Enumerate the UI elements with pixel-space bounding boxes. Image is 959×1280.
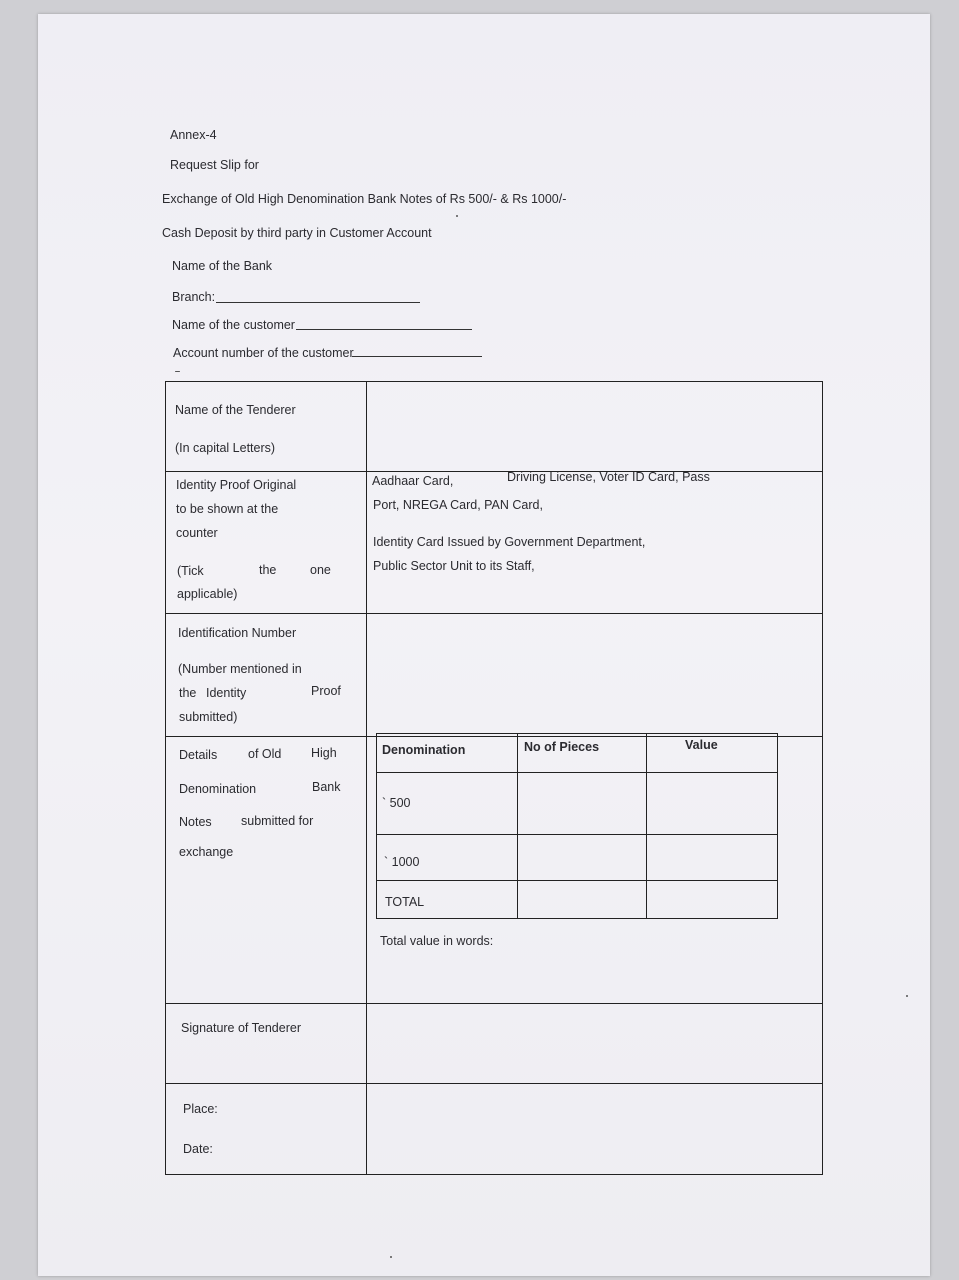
proof-word: Proof [311, 684, 341, 698]
id-option-passport[interactable]: Port, NREGA Card, PAN Card, [373, 498, 543, 512]
denomination-row-divider [376, 834, 778, 835]
customer-name-label: Name of the customer [172, 318, 295, 332]
place-label: Place: [183, 1102, 218, 1116]
bank-word: Bank [312, 780, 341, 794]
row-divider [165, 1083, 823, 1084]
denomination-word: Denomination [179, 782, 257, 796]
of-old-word: of Old [248, 747, 282, 761]
identification-number-note: (Number mentioned in [178, 662, 302, 676]
row-divider [165, 1003, 823, 1004]
applicable-word: applicable) [177, 587, 238, 601]
paper-speck [456, 215, 458, 217]
date-label: Date: [183, 1142, 213, 1156]
pieces-total-field[interactable] [519, 882, 645, 918]
cash-deposit-title: Cash Deposit by third party in Customer Account [162, 226, 432, 240]
annex-label: Annex-4 [170, 128, 217, 142]
row-divider [165, 471, 823, 472]
pieces-1000-field[interactable] [519, 836, 645, 879]
id-option-psu[interactable]: Public Sector Unit to its Staff, [373, 559, 535, 573]
account-number-label: Account number of the customer [173, 346, 354, 360]
request-slip-page [38, 14, 930, 1276]
identification-number-label: Identification Number [178, 626, 297, 640]
request-slip-title: Request Slip for [170, 158, 259, 172]
submitted-for-word: submitted for [241, 814, 314, 828]
tenderer-name-label: Name of the Tenderer [175, 403, 296, 417]
branch-line[interactable] [216, 302, 420, 303]
identity-proof-label: Identity Proof Original [176, 478, 297, 492]
row-divider [165, 613, 823, 614]
id-option-aadhaar[interactable]: Aadhaar Card, [372, 474, 454, 488]
branch-label: Branch: [172, 290, 216, 304]
bank-name-label: Name of the Bank [172, 259, 273, 273]
account-number-line[interactable] [352, 356, 482, 357]
the-word-2: the [179, 686, 197, 700]
exchange-word: exchange [179, 845, 234, 859]
one-word: one [310, 563, 331, 577]
customer-name-line[interactable] [296, 329, 472, 330]
exchange-title: Exchange of Old High Denomination Bank Notes of Rs 500/- & Rs 1000/- [162, 192, 567, 206]
the-word: the [259, 563, 277, 577]
identity-word: Identity [206, 686, 247, 700]
id-option-driving[interactable]: Driving License, Voter ID Card, Pass [507, 470, 710, 484]
denomination-500: ` 500 [382, 796, 411, 810]
signature-label: Signature of Tenderer [181, 1021, 301, 1035]
details-word: Details [179, 748, 218, 762]
high-word: High [311, 746, 337, 760]
tenderer-name-field[interactable] [368, 383, 821, 470]
denomination-total: TOTAL [385, 895, 425, 909]
identity-proof-counter-note: to be shown at the [176, 502, 279, 516]
tenderer-caps-note: (In capital Letters) [175, 441, 276, 455]
denomination-row-divider [376, 880, 778, 881]
id-option-govt-id[interactable]: Identity Card Issued by Government Department, [373, 535, 646, 549]
denomination-col-divider [517, 733, 518, 919]
pieces-header: No of Pieces [524, 740, 600, 754]
paper-speck [175, 371, 180, 372]
submitted-word: submitted) [179, 710, 238, 724]
signature-field[interactable] [368, 1005, 821, 1082]
value-500-field[interactable] [648, 774, 777, 833]
identity-proof-counter-word: counter [176, 526, 218, 540]
denomination-header-divider [376, 772, 778, 773]
value-1000-field[interactable] [648, 836, 777, 879]
column-divider [366, 381, 367, 1175]
place-date-field[interactable] [368, 1085, 821, 1173]
pieces-500-field[interactable] [519, 774, 645, 833]
notes-word: Notes [179, 815, 212, 829]
value-header: Value [685, 738, 718, 752]
identification-number-field[interactable] [368, 615, 821, 734]
denomination-1000: ` 1000 [384, 855, 420, 869]
paper-speck [390, 1256, 392, 1258]
value-total-field[interactable] [648, 882, 777, 918]
paper-speck [906, 995, 908, 997]
denomination-col-divider [646, 733, 647, 919]
tick-word: (Tick [177, 564, 204, 578]
denomination-header: Denomination [382, 743, 466, 757]
total-value-words-label: Total value in words: [380, 934, 494, 948]
